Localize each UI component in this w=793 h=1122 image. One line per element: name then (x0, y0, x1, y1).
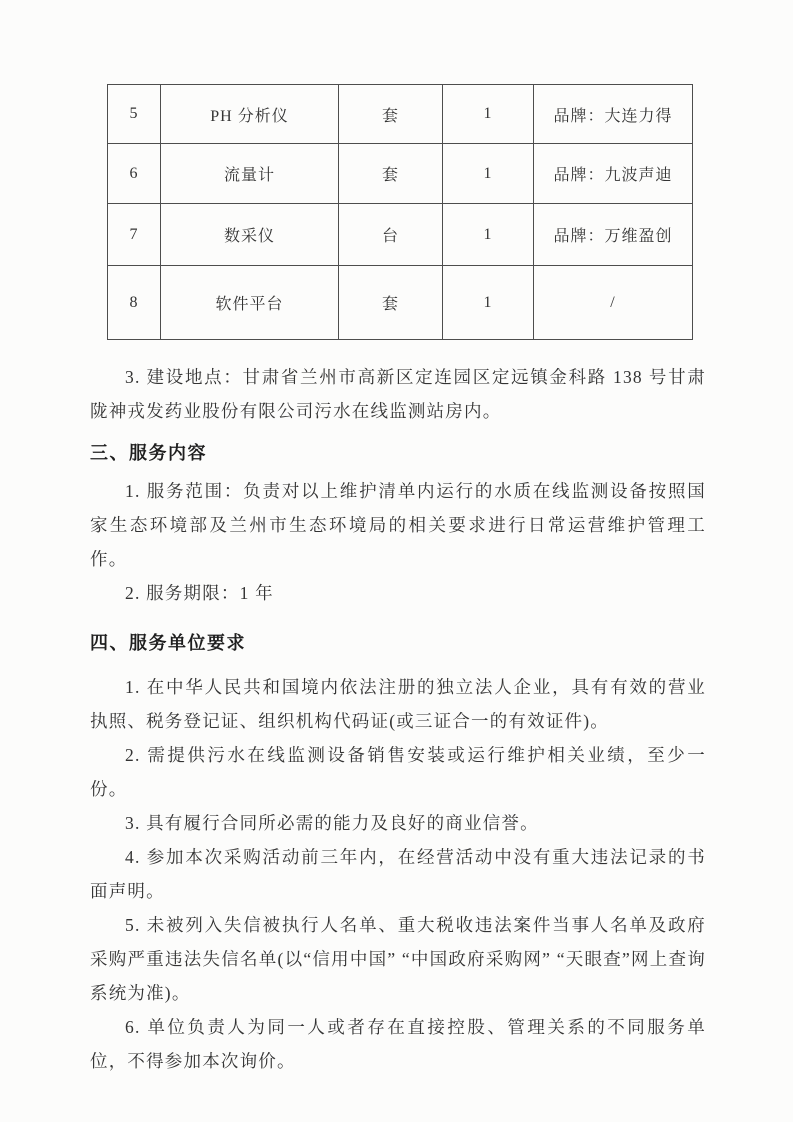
item-brand: / (534, 266, 693, 340)
item-unit: 台 (339, 204, 443, 266)
table-row (108, 144, 693, 204)
item-brand: 品牌：万维盈创 (534, 204, 693, 266)
item-name: 数采仪 (161, 204, 339, 266)
item-qty: 1 (443, 85, 534, 144)
table-row (108, 204, 693, 266)
item-name: PH 分析仪 (161, 85, 339, 144)
table-row (108, 266, 693, 340)
item-brand: 品牌：大连力得 (534, 85, 693, 144)
requirement-item-5: 5. 未被列入失信被执行人名单、重大税收违法案件当事人名单及政府采购严重违法失信名单(以“信用中国” “中国政府采购网” “天眼查”网上查询系统为准)。 (90, 915, 706, 1003)
equipment-table (107, 84, 693, 340)
item-qty: 1 (443, 144, 534, 204)
requirement-item-6: 6. 单位负责人为同一人或者存在直接控股、管理关系的不同服务单位，不得参加本次询价。 (90, 1017, 706, 1071)
item-qty: 1 (443, 204, 534, 266)
item-no: 6 (108, 144, 161, 204)
requirement-item-3: 3. 具有履行合同所必需的能力及良好的商业信誉。 (125, 813, 539, 833)
item-unit: 套 (339, 266, 443, 340)
item-name: 流量计 (161, 144, 339, 204)
service-scope-para: 1. 服务范围：负责对以上维护清单内运行的水质在线监测设备按照国家生态环境部及兰州市生态环境局的相关要求进行日常运营维护管理工作。 (90, 481, 706, 569)
requirement-item-1: 1. 在中华人民共和国境内依法注册的独立法人企业，具有有效的营业执照、税务登记证、组织机构代码证(或三证合一的有效证件)。 (90, 677, 706, 731)
item-no: 7 (108, 204, 161, 266)
section-heading-service-unit-requirements: 四、服务单位要求 (90, 633, 246, 653)
item-unit: 套 (339, 144, 443, 204)
item-name: 软件平台 (161, 266, 339, 340)
item-no: 8 (108, 266, 161, 340)
item-qty: 1 (443, 266, 534, 340)
requirement-item-4: 4. 参加本次采购活动前三年内，在经营活动中没有重大违法记录的书面声明。 (90, 847, 706, 901)
item-unit: 套 (339, 85, 443, 144)
item-brand: 品牌：九波声迪 (534, 144, 693, 204)
table-row (108, 85, 693, 144)
section-heading-service-content: 三、服务内容 (90, 443, 207, 463)
item-no: 5 (108, 85, 161, 144)
construction-location-para: 3. 建设地点：甘肃省兰州市高新区定连园区定远镇金科路 138 号甘肃陇神戎发药业股份有限公司污水在线监测站房内。 (90, 367, 706, 421)
document-body (90, 360, 706, 1078)
service-term-para: 2. 服务期限：1 年 (125, 583, 274, 603)
requirement-item-2: 2. 需提供污水在线监测设备销售安装或运行维护相关业绩，至少一份。 (90, 745, 706, 799)
